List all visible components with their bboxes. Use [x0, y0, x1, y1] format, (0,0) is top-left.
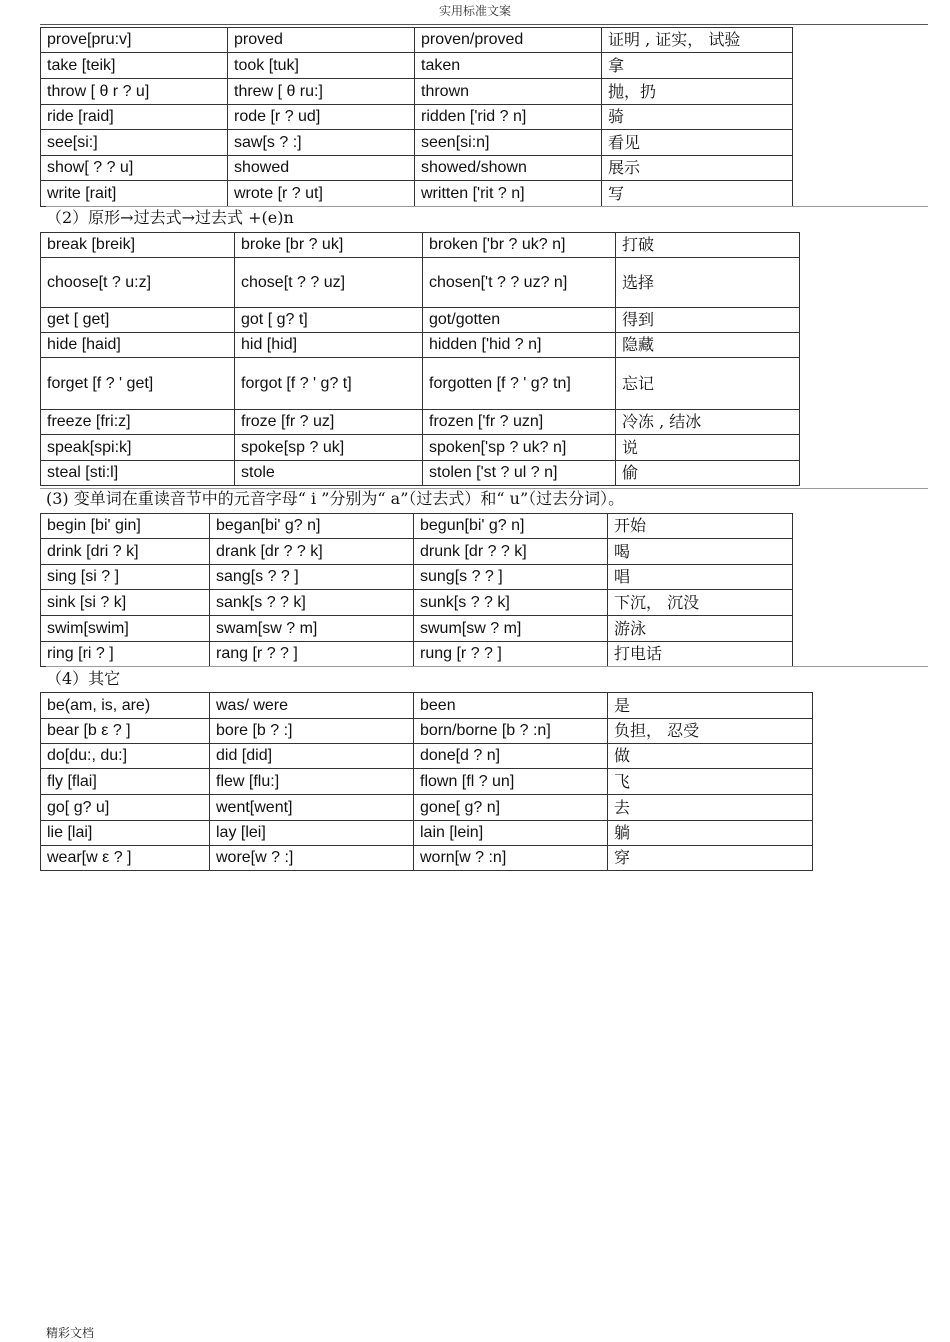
past-participle-cell: done[d ? n]: [414, 744, 608, 769]
past-participle-cell: taken: [415, 53, 602, 79]
past-tense-cell: showed: [228, 156, 415, 181]
header-divider: [40, 24, 928, 25]
past-tense-cell: wrote [r ? ut]: [228, 181, 415, 207]
past-tense-cell: saw[s ? :]: [228, 130, 415, 156]
past-tense-cell: flew [flu:]: [210, 769, 414, 795]
base-form-cell: sing [si ? ]: [41, 565, 210, 590]
past-participle-cell: forgotten [f ? ' ɡ? tn]: [423, 358, 616, 410]
verb-table-2: [40, 232, 800, 486]
section-3-title: (3) 变单词在重读音节中的元音字母“ i ”分别为“ a”（过去式）和“ u”（过去分词）。: [46, 489, 625, 508]
past-tense-cell: drank [dr ? ? k]: [210, 539, 414, 565]
table-row: [41, 181, 793, 207]
table-row: [41, 744, 813, 769]
past-tense-cell: proved: [228, 28, 415, 53]
past-tense-cell: forgot [f ? ' ɡ? t]: [235, 358, 423, 410]
table-row: [41, 693, 813, 719]
past-participle-cell: begun[bi' ɡ? n]: [414, 514, 608, 539]
past-tense-cell: did [did]: [210, 744, 414, 769]
meaning-cell: 冷冻 , 结冰: [616, 410, 800, 435]
base-form-cell: fly [flai]: [41, 769, 210, 795]
section-2-title: （2）原形→过去式→过去式 +(e)n: [46, 208, 294, 227]
past-tense-cell: was/ were: [210, 693, 414, 719]
past-participle-cell: chosen['t ? ? uz? n]: [423, 258, 616, 308]
meaning-cell: 下沉， 沉没: [608, 590, 793, 616]
base-form-cell: throw [ θ r ? u]: [41, 79, 228, 105]
table-row: [41, 105, 793, 130]
section-4-rule: [46, 666, 928, 667]
past-tense-cell: began[bi' ɡ? n]: [210, 514, 414, 539]
past-participle-cell: drunk [dr ? ? k]: [414, 539, 608, 565]
table-row: [41, 28, 793, 53]
past-participle-cell: written ['rit ? n]: [415, 181, 602, 207]
past-tense-cell: hid [hid]: [235, 333, 423, 358]
table-row: [41, 539, 793, 565]
table-row: [41, 258, 800, 308]
meaning-cell: 说: [616, 435, 800, 461]
table-row: [41, 156, 793, 181]
past-participle-cell: swum[sw ? m]: [414, 616, 608, 642]
past-tense-cell: sank[s ? ? k]: [210, 590, 414, 616]
meaning-cell: 骑: [602, 105, 793, 130]
past-participle-cell: ridden ['rid ? n]: [415, 105, 602, 130]
meaning-cell: 偷: [616, 461, 800, 486]
past-tense-cell: rode [r ? ud]: [228, 105, 415, 130]
base-form-cell: be(am, is, are): [41, 693, 210, 719]
base-form-cell: break [breik]: [41, 233, 235, 258]
past-tense-cell: broke [br ? uk]: [235, 233, 423, 258]
table-row: [41, 233, 800, 258]
past-participle-cell: spoken['sp ? uk? n]: [423, 435, 616, 461]
past-participle-cell: sung[s ? ? ]: [414, 565, 608, 590]
table-row: [41, 53, 793, 79]
table-row: [41, 846, 813, 871]
base-form-cell: choose[t ? u:z]: [41, 258, 235, 308]
table-row: [41, 333, 800, 358]
past-tense-cell: bore [b ? :]: [210, 719, 414, 744]
table-row: [41, 79, 793, 105]
verb-table-1: [40, 27, 793, 207]
past-tense-cell: sang[s ? ? ]: [210, 565, 414, 590]
past-tense-cell: wore[w ? :]: [210, 846, 414, 871]
meaning-cell: 抛，扔: [602, 79, 793, 105]
base-form-cell: take [teik]: [41, 53, 228, 79]
past-participle-cell: worn[w ? :n]: [414, 846, 608, 871]
base-form-cell: forget [f ? ' ɡet]: [41, 358, 235, 410]
past-participle-cell: got/gotten: [423, 308, 616, 333]
past-tense-cell: got [ ɡ? t]: [235, 308, 423, 333]
base-form-cell: write [rait]: [41, 181, 228, 207]
meaning-cell: 喝: [608, 539, 793, 565]
meaning-cell: 隐藏: [616, 333, 800, 358]
meaning-cell: 唱: [608, 565, 793, 590]
table-row: [41, 642, 793, 667]
table-row: [41, 514, 793, 539]
table-row: [41, 461, 800, 486]
past-participle-cell: gone[ ɡ? n]: [414, 795, 608, 821]
past-participle-cell: sunk[s ? ? k]: [414, 590, 608, 616]
meaning-cell: 打破: [616, 233, 800, 258]
past-tense-cell: froze [fr ? uz]: [235, 410, 423, 435]
meaning-cell: 拿: [602, 53, 793, 79]
base-form-cell: swim[swim]: [41, 616, 210, 642]
base-form-cell: steal [sti:l]: [41, 461, 235, 486]
meaning-cell: 去: [608, 795, 813, 821]
meaning-cell: 开始: [608, 514, 793, 539]
base-form-cell: lie [lai]: [41, 821, 210, 846]
past-participle-cell: been: [414, 693, 608, 719]
base-form-cell: go[ ɡ? u]: [41, 795, 210, 821]
table-row: [41, 719, 813, 744]
table-row: [41, 769, 813, 795]
meaning-cell: 做: [608, 744, 813, 769]
meaning-cell: 负担， 忍受: [608, 719, 813, 744]
base-form-cell: wear[w ε ? ]: [41, 846, 210, 871]
verb-table-3: [40, 513, 793, 667]
meaning-cell: 证明 , 证实， 试验: [602, 28, 793, 53]
meaning-cell: 飞: [608, 769, 813, 795]
base-form-cell: ride [raid]: [41, 105, 228, 130]
past-tense-cell: took [tuk]: [228, 53, 415, 79]
table-row: [41, 435, 800, 461]
meaning-cell: 得到: [616, 308, 800, 333]
past-tense-cell: threw [ θ ru:]: [228, 79, 415, 105]
table-row: [41, 410, 800, 435]
base-form-cell: begin [bi' ɡin]: [41, 514, 210, 539]
past-participle-cell: seen[si:n]: [415, 130, 602, 156]
base-form-cell: show[ ? ? u]: [41, 156, 228, 181]
meaning-cell: 是: [608, 693, 813, 719]
past-participle-cell: proven/proved: [415, 28, 602, 53]
table-row: [41, 616, 793, 642]
base-form-cell: do[du:, du:]: [41, 744, 210, 769]
meaning-cell: 看见: [602, 130, 793, 156]
meaning-cell: 展示: [602, 156, 793, 181]
past-participle-cell: lain [lein]: [414, 821, 608, 846]
past-tense-cell: lay [lei]: [210, 821, 414, 846]
table-row: [41, 130, 793, 156]
past-participle-cell: hidden ['hid ? n]: [423, 333, 616, 358]
past-participle-cell: showed/shown: [415, 156, 602, 181]
table-row: [41, 358, 800, 410]
base-form-cell: bear [b ε ? ]: [41, 719, 210, 744]
base-form-cell: speak[spi:k]: [41, 435, 235, 461]
base-form-cell: hide [haid]: [41, 333, 235, 358]
past-participle-cell: rung [r ? ? ]: [414, 642, 608, 667]
past-tense-cell: swam[sw ? m]: [210, 616, 414, 642]
table-row: [41, 308, 800, 333]
section-2-rule: [46, 206, 928, 207]
section-4-title: （4）其它: [46, 669, 121, 688]
past-participle-cell: flown [fl ? un]: [414, 769, 608, 795]
past-tense-cell: stole: [235, 461, 423, 486]
meaning-cell: 选择: [616, 258, 800, 308]
table-row: [41, 821, 813, 846]
meaning-cell: 忘记: [616, 358, 800, 410]
past-tense-cell: went[went]: [210, 795, 414, 821]
page-footer: 精彩文档: [46, 1326, 95, 1340]
base-form-cell: sink [si ? k]: [41, 590, 210, 616]
table-row: [41, 795, 813, 821]
base-form-cell: see[si:]: [41, 130, 228, 156]
base-form-cell: freeze [fri:z]: [41, 410, 235, 435]
past-participle-cell: thrown: [415, 79, 602, 105]
verb-table-4: [40, 692, 813, 871]
past-tense-cell: rang [r ? ? ]: [210, 642, 414, 667]
past-participle-cell: broken ['br ? uk? n]: [423, 233, 616, 258]
base-form-cell: ring [ri ? ]: [41, 642, 210, 667]
meaning-cell: 打电话: [608, 642, 793, 667]
base-form-cell: drink [dri ? k]: [41, 539, 210, 565]
past-participle-cell: frozen ['fr ? uzn]: [423, 410, 616, 435]
meaning-cell: 躺: [608, 821, 813, 846]
base-form-cell: get [ ɡet]: [41, 308, 235, 333]
past-tense-cell: spoke[sp ? uk]: [235, 435, 423, 461]
page-header: 实用标准文案: [438, 4, 511, 18]
meaning-cell: 写: [602, 181, 793, 207]
past-participle-cell: born/borne [b ? :n]: [414, 719, 608, 744]
meaning-cell: 穿: [608, 846, 813, 871]
past-tense-cell: chose[t ? ? uz]: [235, 258, 423, 308]
table-row: [41, 590, 793, 616]
table-row: [41, 565, 793, 590]
meaning-cell: 游泳: [608, 616, 793, 642]
base-form-cell: prove[pru:v]: [41, 28, 228, 53]
past-participle-cell: stolen ['st ? ul ? n]: [423, 461, 616, 486]
